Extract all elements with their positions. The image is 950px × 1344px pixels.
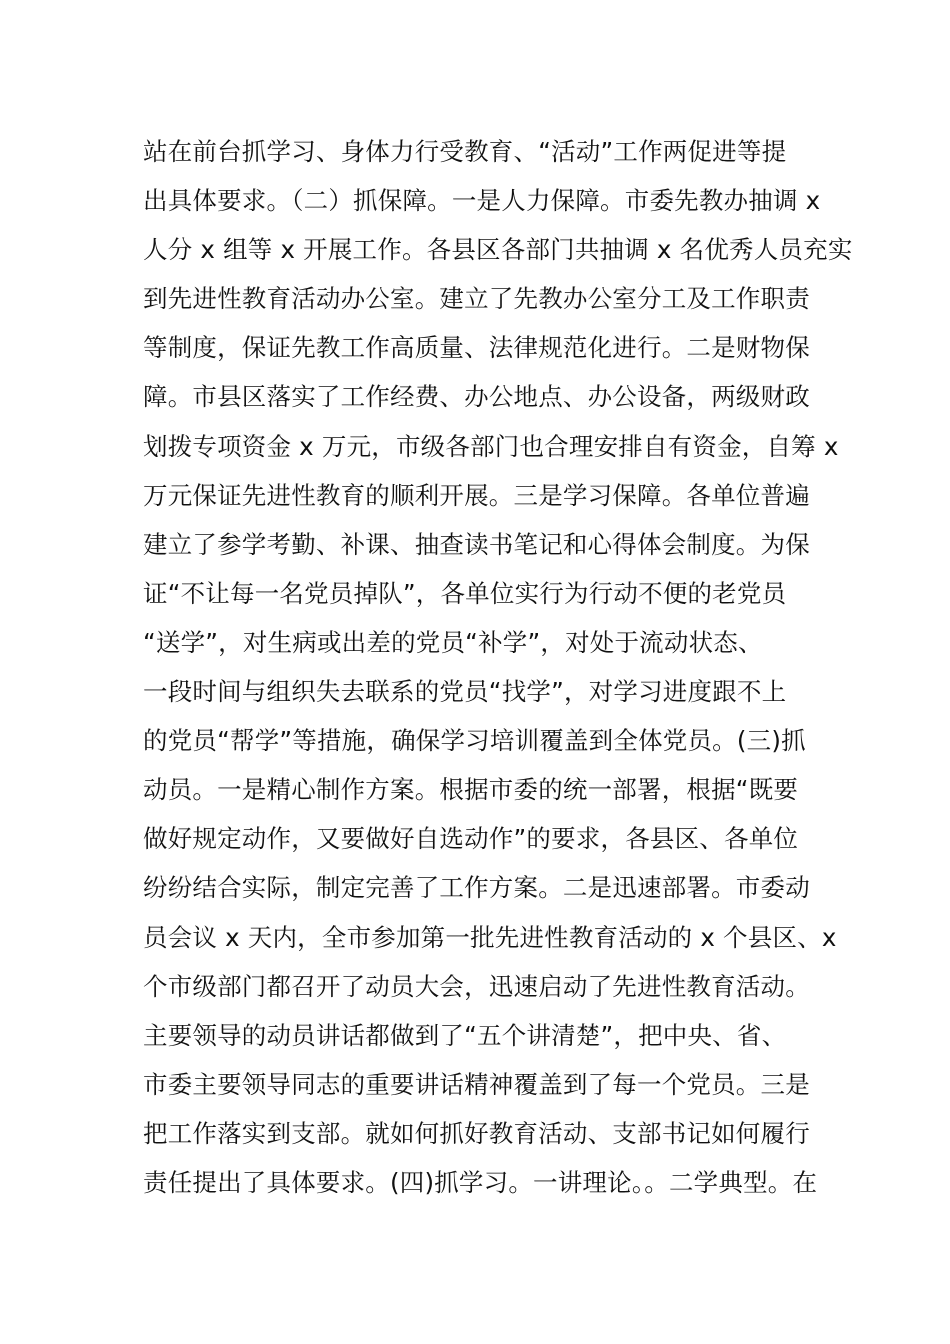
text-line: 主要领导的动员讲话都做到了“五个讲清楚”，把中央、省、 [143, 1020, 787, 1050]
text-line: 市委主要领导同志的重要讲话精神覆盖到了每一个党员。三是 [143, 1069, 810, 1099]
text-line: 责任提出了具体要求。(四)抓学习。一讲理论。。二学典型。在 [143, 1167, 818, 1197]
text-line: 动员。一是精心制作方案。根据市委的统一部署，根据“既要 [143, 775, 799, 805]
text-line: 把工作落实到支部。就如何抓好教育活动、支部书记如何履行 [143, 1118, 810, 1148]
text-line: 建立了参学考勤、补课、抽查读书笔记和心得体会制度。为保 [143, 529, 810, 559]
text-line: 的党员“帮学”等措施，确保学习培训覆盖到全体党员。(三)抓 [143, 726, 806, 756]
text-line: 划拨专项资金 x 万元，市级各部门也合理安排自有资金，自筹 x [143, 431, 839, 461]
text-line: 个市级部门都召开了动员大会，迅速启动了先进性教育活动。 [143, 971, 810, 1001]
text-line: 做好规定动作，又要做好自选动作”的要求，各县区、各单位 [143, 824, 799, 854]
text-line: 障。市县区落实了工作经费、办公地点、办公设备，两级财政 [143, 382, 810, 412]
text-line: 站在前台抓学习、身体力行受教育、“活动”工作两促进等提 [143, 137, 787, 166]
text-line: 员会议 x 天内，全市参加第一批先进性教育活动的 x 个县区、x [143, 922, 837, 952]
body-text [143, 127, 853, 1207]
text-line: 等制度，保证先教工作高质量、法律规范化进行。二是财物保 [143, 333, 810, 363]
text-line: 纷纷结合实际，制定完善了工作方案。二是迅速部署。市委动 [143, 873, 810, 903]
text-line: 人分 x 组等 x 开展工作。各县区各部门共抽调 x 名优秀人员充实 [143, 235, 853, 265]
text-line: 一段时间与组织失去联系的党员“找学”，对学习进度跟不上 [143, 677, 787, 707]
text-line: 到先进性教育活动办公室。建立了先教办公室分工及工作职责 [143, 284, 810, 314]
text-line: “送学”，对生病或出差的党员“补学”，对处于流动状态、 [143, 627, 763, 657]
text-line: 出具体要求。（二）抓保障。一是人力保障。市委先教办抽调 x [143, 186, 821, 216]
text-line: 万元保证先进性教育的顺利开展。三是学习保障。各单位普遍 [143, 480, 810, 510]
text-line: 证“不让每一名党员掉队”，各单位实行为行动不便的老党员 [143, 578, 787, 608]
